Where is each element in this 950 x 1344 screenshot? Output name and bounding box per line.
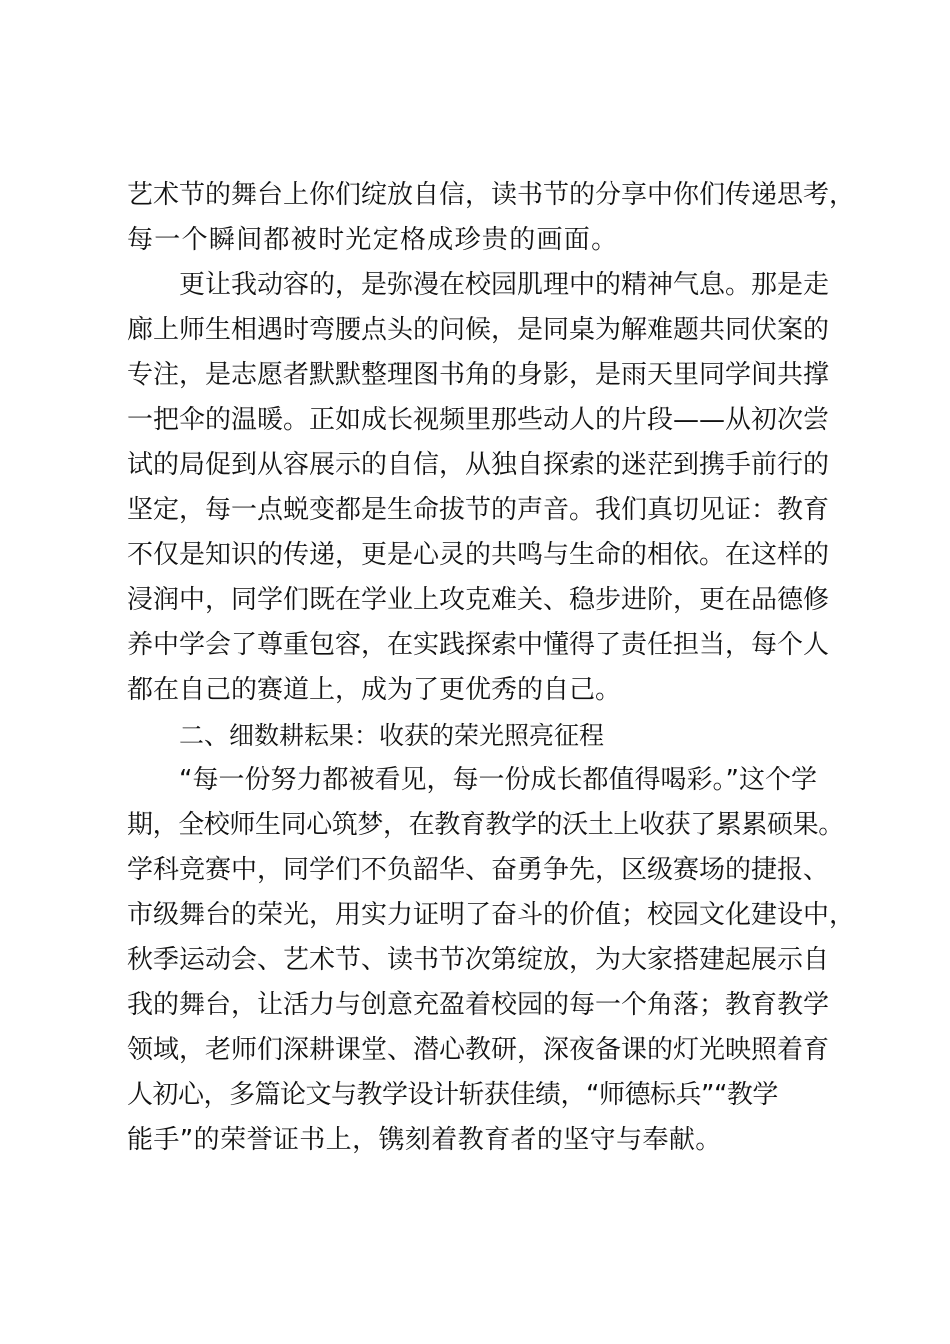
text-line-20: 领域，老师们深耕课堂、潜心教研，深夜备课的灯光映照着育 <box>127 1035 830 1065</box>
text-line-21: 人初心，多篇论文与教学设计斩获佳绩，“师德标兵”“教学 <box>127 1080 778 1110</box>
text-line-18: 秋季运动会、艺术节、读书节次第绽放，为大家搭建起展示自 <box>127 945 830 975</box>
document-body <box>127 173 856 1163</box>
text-line-14: “每一份努力都被看见，每一份成长都值得喝彩。”这个学 <box>179 765 817 795</box>
text-line-12: 都在自己的赛道上，成为了更优秀的自己。 <box>127 675 622 705</box>
text-line-6: 一把伞的温暖。正如成长视频里那些动人的片段——从初次尝 <box>127 405 830 435</box>
text-line-17: 市级舞台的荣光，用实力证明了奋斗的价值；校园文化建设中， <box>127 900 856 930</box>
text-line-5: 专注，是志愿者默默整理图书角的身影，是雨天里同学间共撑 <box>127 360 830 390</box>
text-line-2: 每一个瞬间都被时光定格成珍贵的画面。 <box>127 225 619 255</box>
text-line-3: 更让我动容的，是弥漫在校园肌理中的精神气息。那是走 <box>179 270 830 300</box>
text-line-8: 坚定，每一点蜕变都是生命拔节的声音。我们真切见证：教育 <box>127 495 830 525</box>
text-line-22: 能手”的荣誉证书上，镌刻着教育者的坚守与奉献。 <box>127 1125 722 1155</box>
text-line-11: 养中学会了尊重包容，在实践探索中懂得了责任担当，每个人 <box>127 630 830 660</box>
text-line-10: 浸润中，同学们既在学业上攻克难关、稳步进阶，更在品德修 <box>127 585 830 615</box>
section-heading: 二、细数耕耘果：收获的荣光照亮征程 <box>179 721 605 750</box>
text-line-7: 试的局促到从容展示的自信，从独自探索的迷茫到携手前行的 <box>127 450 830 480</box>
text-line-16: 学科竞赛中，同学们不负韶华、奋勇争先，区级赛场的捷报、 <box>127 855 830 885</box>
text-line-1: 艺术节的舞台上你们绽放自信，读书节的分享中你们传递思考， <box>127 180 856 210</box>
text-line-9: 不仅是知识的传递，更是心灵的共鸣与生命的相依。在这样的 <box>127 540 830 570</box>
text-line-15: 期，全校师生同心筑梦，在教育教学的沃土上收获了累累硕果。 <box>127 810 844 840</box>
text-line-4: 廊上师生相遇时弯腰点头的问候，是同桌为解难题共同伏案的 <box>127 315 830 345</box>
text-line-19: 我的舞台，让活力与创意充盈着校园的每一个角落；教育教学 <box>127 990 830 1020</box>
